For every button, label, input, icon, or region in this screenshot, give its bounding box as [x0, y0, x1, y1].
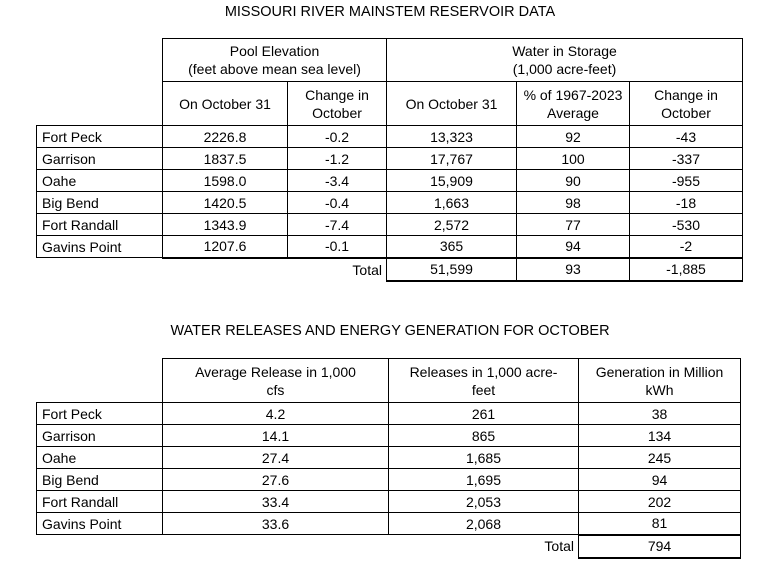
table-cell: 2,572 — [387, 214, 517, 236]
table-cell: 365 — [387, 236, 517, 258]
reservoir-name: Oahe — [37, 447, 163, 469]
storage-oct31-header: On October 31 — [387, 82, 517, 126]
table-cell: 81 — [579, 513, 741, 535]
releases-generation-title: WATER RELEASES AND ENERGY GENERATION FOR OCTOBER — [170, 323, 610, 339]
table-cell: 38 — [579, 403, 741, 425]
reservoir-name: Garrison — [37, 148, 163, 170]
reservoir-name: Garrison — [37, 425, 163, 447]
total-cell: 51,599 — [387, 258, 517, 281]
reservoir-data-table — [36, 38, 743, 282]
table-row — [37, 236, 743, 258]
table-cell: 1343.9 — [163, 214, 288, 236]
reservoir-name: Big Bend — [37, 469, 163, 491]
table-cell: 100 — [517, 148, 630, 170]
table-row — [37, 425, 741, 447]
table-cell: -530 — [630, 214, 743, 236]
table-row — [37, 403, 741, 425]
table-cell: 202 — [579, 491, 741, 513]
table-cell: 1,685 — [389, 447, 579, 469]
table-cell: 1207.6 — [163, 236, 288, 258]
elevation-change-header: Change in October — [288, 82, 387, 126]
table-cell: -337 — [630, 148, 743, 170]
reservoir-name: Fort Randall — [37, 214, 163, 236]
reservoir-data-title: MISSOURI RIVER MAINSTEM RESERVOIR DATA — [224, 4, 556, 20]
releases-acre-feet-header: Releases in 1,000 acre- feet — [389, 359, 579, 403]
table-row — [37, 469, 741, 491]
table-cell: 94 — [579, 469, 741, 491]
reservoir-name: Big Bend — [37, 192, 163, 214]
reservoir-name: Fort Peck — [37, 403, 163, 425]
table-cell: 92 — [517, 126, 630, 148]
reservoir-name: Fort Randall — [37, 491, 163, 513]
total-cell: 93 — [517, 258, 630, 281]
table-row — [37, 192, 743, 214]
table-cell: -0.1 — [288, 236, 387, 258]
table-cell: 1,695 — [389, 469, 579, 491]
table-cell: 2,053 — [389, 491, 579, 513]
table-cell: -955 — [630, 170, 743, 192]
table-cell: 1837.5 — [163, 148, 288, 170]
pool-elevation-header: Pool Elevation (feet above mean sea level) — [163, 39, 387, 82]
table-cell: -43 — [630, 126, 743, 148]
table-cell: -2 — [630, 236, 743, 258]
table-row — [37, 126, 743, 148]
table-cell: 2226.8 — [163, 126, 288, 148]
elevation-oct31-header: On October 31 — [163, 82, 288, 126]
table-cell: 865 — [389, 425, 579, 447]
table-row — [37, 491, 741, 513]
table-cell: 1420.5 — [163, 192, 288, 214]
table-cell: 245 — [579, 447, 741, 469]
table-cell: 94 — [517, 236, 630, 258]
table-row — [37, 513, 741, 535]
table-cell: 14.1 — [163, 425, 389, 447]
total-label: Total — [544, 538, 574, 555]
table-cell: 90 — [517, 170, 630, 192]
table-cell: 1598.0 — [163, 170, 288, 192]
reservoir-name: Gavins Point — [37, 236, 163, 258]
table-cell: 2,068 — [389, 513, 579, 535]
table-cell: 15,909 — [387, 170, 517, 192]
water-storage-header: Water in Storage (1,000 acre-feet) — [387, 39, 743, 82]
total-label: Total — [352, 261, 382, 278]
table-row — [37, 214, 743, 236]
reservoir-name: Gavins Point — [37, 513, 163, 535]
table-cell: -7.4 — [288, 214, 387, 236]
generation-header: Generation in Million kWh — [579, 359, 741, 403]
table-cell: 261 — [389, 403, 579, 425]
table-row — [37, 148, 743, 170]
table-cell: 33.4 — [163, 491, 389, 513]
table-cell: -0.2 — [288, 126, 387, 148]
table-cell: -3.4 — [288, 170, 387, 192]
table-cell: 17,767 — [387, 148, 517, 170]
total-cell: -1,885 — [630, 258, 743, 281]
total-row — [37, 258, 743, 281]
table-cell: -0.4 — [288, 192, 387, 214]
storage-change-header: Change in October — [630, 82, 743, 126]
table-cell: 27.4 — [163, 447, 389, 469]
table-cell: 98 — [517, 192, 630, 214]
table-cell: 4.2 — [163, 403, 389, 425]
table-row — [37, 170, 743, 192]
table-cell: 1,663 — [387, 192, 517, 214]
table-cell: 77 — [517, 214, 630, 236]
table-cell: 33.6 — [163, 513, 389, 535]
table-row — [37, 447, 741, 469]
releases-generation-table — [36, 358, 741, 559]
table-cell: 134 — [579, 425, 741, 447]
average-release-header: Average Release in 1,000 cfs — [163, 359, 389, 403]
reservoir-name: Fort Peck — [37, 126, 163, 148]
table-cell: 13,323 — [387, 126, 517, 148]
storage-percent-avg-header: % of 1967-2023 Average — [517, 82, 630, 126]
total-cell: 794 — [579, 535, 741, 558]
table-cell: -1.2 — [288, 148, 387, 170]
reservoir-name: Oahe — [37, 170, 163, 192]
total-row — [37, 535, 741, 558]
table-cell: 27.6 — [163, 469, 389, 491]
table-cell: -18 — [630, 192, 743, 214]
